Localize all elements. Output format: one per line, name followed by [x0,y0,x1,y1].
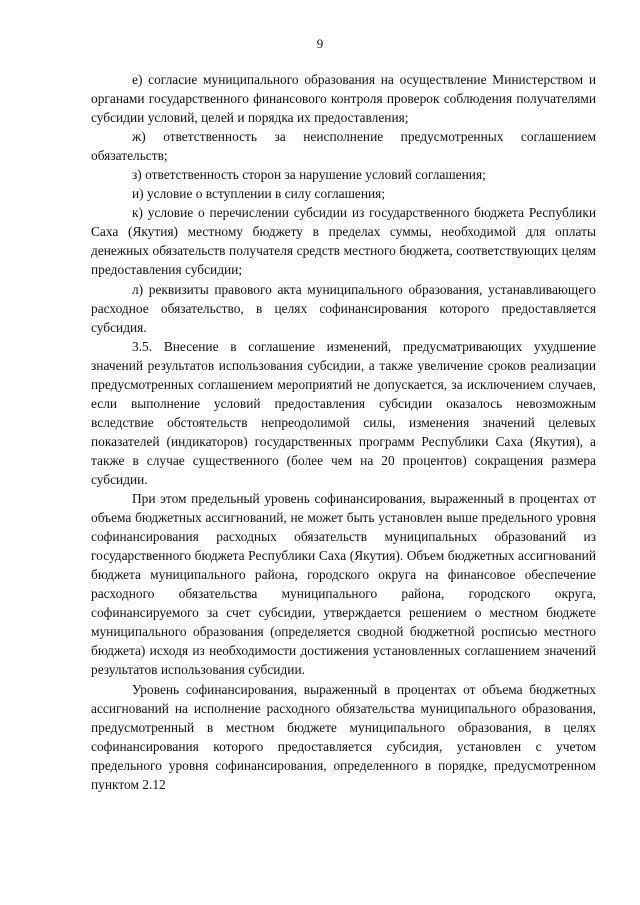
document-body [91,70,596,794]
paragraph-e: е) согласие муниципального образования на осуществление Министерством и органами государственного финансового контроля проверок соблюдения получателями субсидии условий, целей и порядка их предоставления; [91,72,596,126]
page-number: 9 [316,36,324,51]
paragraph-l: л) реквизиты правового акта муниципального образования, устанавливающего расходное обязательство, в целях софинансирования которого предоставляется субсидия. [91,281,596,335]
paragraph-zh: ж) ответственность за неисполнение предусмотренных соглашением обязательств; [91,129,596,164]
paragraph-z: з) ответственность сторон за нарушение условий соглашения; [132,167,486,183]
paragraph-i: и) условие о вступлении в силу соглашения; [132,186,386,202]
paragraph-cofinancing-limit: При этом предельный уровень софинансирования, выраженный в процентах от объема бюджетных ассигнований, не может быть установлен выше предельного уровня софинансирования расходных обязательств муниципальных образований из государственного бюджета Республики Саха (Якутия). Объем бюджетных ассигнований бюджета муниципального района, городского округа на финансовое обеспечение расходного обязательства муниципального района, городского округа, софинансируемого за счет субсидии, утверждается решением о местном бюджете муниципального образования (определяется сводной бюджетной росписью местного бюджета) исходя из необходимости достижения установленных соглашением значений результатов использования субсидии. [91,491,596,678]
paragraph-cofinancing-level: Уровень софинансирования, выраженный в процентах от объема бюджетных ассигнований на исполнение расходного обязательства муниципального образования, предусмотренный в местном бюджете муниципального образования, в целях софинансирования которого предоставляется субсидия, установлен с учетом предельного уровня софинансирования, определенного в порядке, предусмотренном пунктом 2.12 [91,681,596,792]
paragraph-k: к) условие о перечислении субсидии из государственного бюджета Республики Саха (Якутия) местному бюджету в пределах суммы, необходимой для оплаты денежных обязательств получателя средств местного бюджета, соответствующих целям предоставления субсидии; [91,205,596,278]
paragraph-3-5: 3.5. Внесение в соглашение изменений, предусматривающих ухудшение значений результатов использования субсидии, а также увеличение сроков реализации предусмотренных соглашением мероприятий не допускается, за исключением случаев, если выполнение условий предоставления субсидии оказалось невозможным вследствие обстоятельств непреодолимой силы, изменения значений целевых показателей (индикаторов) государственных программ Республики Саха (Якутия), а также в случае существенного (более чем на 20 процентов) сокращения размера субсидии. [91,338,596,487]
